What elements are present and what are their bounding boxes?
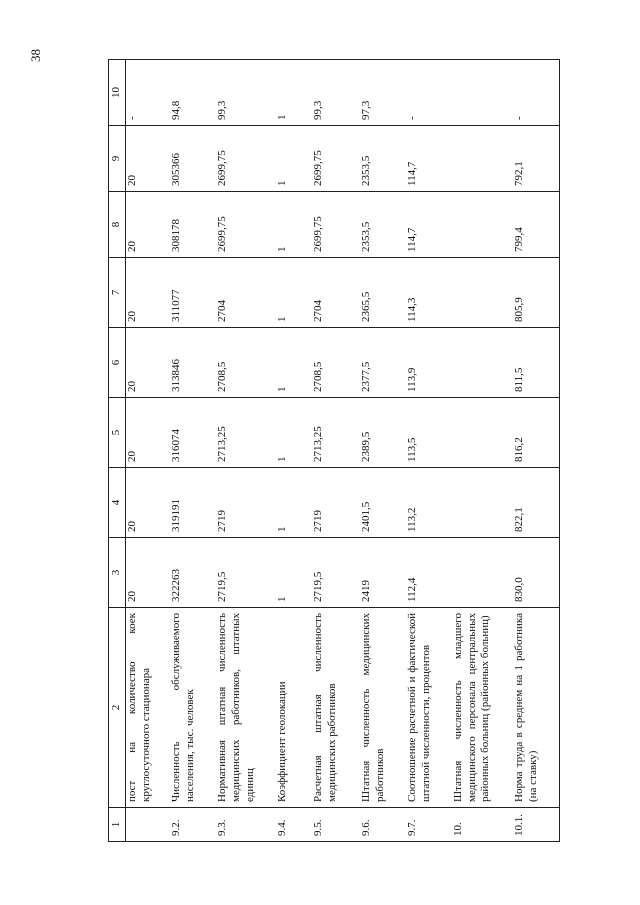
- value-cell: 792,1: [513, 126, 560, 192]
- value-cell: 114,7: [406, 126, 451, 192]
- value-cell: 316074: [170, 398, 216, 468]
- value-cell: 20: [126, 328, 170, 398]
- value-cell: 112,4: [406, 538, 451, 608]
- value-cell: 830,0: [513, 538, 560, 608]
- value-cell: 1: [276, 60, 312, 126]
- value-cell: 20: [126, 538, 170, 608]
- value-cell: 114,3: [406, 258, 451, 328]
- value-cell: 311077: [170, 258, 216, 328]
- row-description: Численность обслуживаемого населения, тыс. человек: [170, 608, 216, 808]
- value-cell: 799,4: [513, 192, 560, 258]
- header-cell: 9: [109, 126, 126, 192]
- value-cell: 2699,75: [216, 192, 276, 258]
- value-cell: [452, 328, 513, 398]
- value-cell: 20: [126, 468, 170, 538]
- table-row: [513, 60, 560, 842]
- value-cell: 114,7: [406, 192, 451, 258]
- header-cell: 3: [109, 538, 126, 608]
- header-cell: 7: [109, 258, 126, 328]
- value-cell: 322263: [170, 538, 216, 608]
- value-cell: 2699,75: [312, 126, 360, 192]
- value-cell: 20: [126, 258, 170, 328]
- table-header-row: [109, 60, 126, 842]
- value-cell: [452, 398, 513, 468]
- table-row: [170, 60, 216, 842]
- row-description: Расчетная штатная численность медицинских работников: [312, 608, 360, 808]
- value-cell: -: [513, 60, 560, 126]
- value-cell: -: [406, 60, 451, 126]
- value-cell: 2401,5: [360, 468, 406, 538]
- table-row: [216, 60, 276, 842]
- header-cell: 2: [109, 608, 126, 808]
- row-number: [126, 808, 170, 842]
- table-row: [126, 60, 170, 842]
- value-cell: -: [126, 60, 170, 126]
- value-cell: 94,8: [170, 60, 216, 126]
- value-cell: 1: [276, 538, 312, 608]
- value-cell: 2708,5: [216, 328, 276, 398]
- value-cell: 2719,5: [312, 538, 360, 608]
- header-cell: 5: [109, 398, 126, 468]
- value-cell: 313846: [170, 328, 216, 398]
- value-cell: 2704: [216, 258, 276, 328]
- header-cell: 6: [109, 328, 126, 398]
- value-cell: [452, 258, 513, 328]
- value-cell: 20: [126, 398, 170, 468]
- value-cell: 113,5: [406, 398, 451, 468]
- row-description: Коэффициент геолокации: [276, 608, 312, 808]
- value-cell: 2353,5: [360, 126, 406, 192]
- value-cell: 2419: [360, 538, 406, 608]
- value-cell: 2699,75: [312, 192, 360, 258]
- value-cell: [452, 192, 513, 258]
- value-cell: 99,3: [312, 60, 360, 126]
- value-cell: 308178: [170, 192, 216, 258]
- header-cell: 8: [109, 192, 126, 258]
- value-cell: 822,1: [513, 468, 560, 538]
- header-cell: 10: [109, 60, 126, 126]
- table-row: [406, 60, 451, 842]
- value-cell: 2377,5: [360, 328, 406, 398]
- value-cell: 20: [126, 126, 170, 192]
- table-row: [360, 60, 406, 842]
- value-cell: 2719,5: [216, 538, 276, 608]
- header-cell: 4: [109, 468, 126, 538]
- row-number: 9.6.: [360, 808, 406, 842]
- value-cell: 319191: [170, 468, 216, 538]
- row-description: Соотношение расчетной и фактической штатной численности, процентов: [406, 608, 451, 808]
- value-cell: [452, 468, 513, 538]
- value-cell: 1: [276, 192, 312, 258]
- value-cell: 1: [276, 126, 312, 192]
- value-cell: 811,5: [513, 328, 560, 398]
- value-cell: 2719: [312, 468, 360, 538]
- row-description: пост на количество коек круглосуточного стационара: [126, 608, 170, 808]
- row-number: 9.5.: [312, 808, 360, 842]
- value-cell: 2719: [216, 468, 276, 538]
- row-number: 9.7.: [406, 808, 451, 842]
- value-cell: 1: [276, 328, 312, 398]
- table-row: [276, 60, 312, 842]
- value-cell: 1: [276, 398, 312, 468]
- row-description: Нормативная штатная численность медицинских работников, штатных единиц: [216, 608, 276, 808]
- header-cell: 1: [109, 808, 126, 842]
- value-cell: 2389,5: [360, 398, 406, 468]
- row-number: 10.1.: [513, 808, 560, 842]
- row-number: 9.4.: [276, 808, 312, 842]
- value-cell: 99,3: [216, 60, 276, 126]
- row-description: Норма труда в среднем на 1 работника (на ставку): [513, 608, 560, 808]
- value-cell: [452, 60, 513, 126]
- value-cell: 1: [276, 468, 312, 538]
- table-row: [452, 60, 513, 842]
- value-cell: 2353,5: [360, 192, 406, 258]
- page-number: 38: [28, 49, 43, 62]
- value-cell: 97,3: [360, 60, 406, 126]
- row-number: 9.3.: [216, 808, 276, 842]
- value-cell: [452, 538, 513, 608]
- value-cell: 2699,75: [216, 126, 276, 192]
- value-cell: 113,9: [406, 328, 451, 398]
- value-cell: 113,2: [406, 468, 451, 538]
- value-cell: 805,9: [513, 258, 560, 328]
- value-cell: 20: [126, 192, 170, 258]
- value-cell: 2704: [312, 258, 360, 328]
- value-cell: 2713,25: [216, 398, 276, 468]
- value-cell: 816,2: [513, 398, 560, 468]
- value-cell: 1: [276, 258, 312, 328]
- row-description: Штатная численность медицинских работников: [360, 608, 406, 808]
- value-cell: 2708,5: [312, 328, 360, 398]
- table-rotated-container: [108, 60, 560, 842]
- row-description: Штатная численность младшего медицинского персонала центральных районных больниц (районных больниц): [452, 608, 513, 808]
- value-cell: [452, 126, 513, 192]
- value-cell: 2713,25: [312, 398, 360, 468]
- row-number: 9.2.: [170, 808, 216, 842]
- table-row: [312, 60, 360, 842]
- row-number: 10.: [452, 808, 513, 842]
- value-cell: 305366: [170, 126, 216, 192]
- data-table: [108, 59, 560, 842]
- value-cell: 2365,5: [360, 258, 406, 328]
